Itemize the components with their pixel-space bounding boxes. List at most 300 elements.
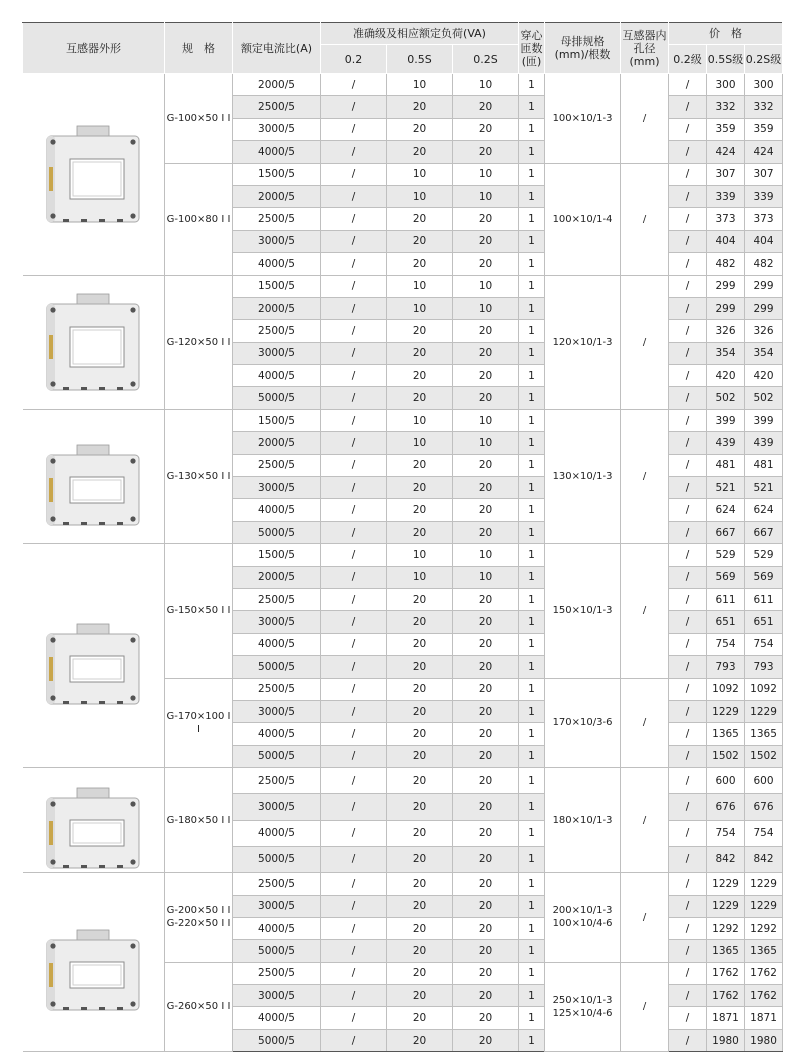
- header-acc-02s: 0.2S: [453, 45, 519, 74]
- load-0-2s: 20: [453, 768, 519, 794]
- header-price: 价 格: [669, 23, 783, 45]
- rated-current-ratio: 2000/5: [233, 185, 321, 207]
- price-0-5s: 1502: [707, 745, 745, 767]
- inner-hole: /: [621, 873, 669, 963]
- inner-hole: /: [621, 74, 669, 164]
- load-0-2: /: [321, 633, 387, 655]
- rated-current-ratio: 4000/5: [233, 141, 321, 163]
- price-0-2s: 676: [745, 794, 783, 820]
- load-0-5s: 20: [387, 454, 453, 476]
- price-0-2s: 600: [745, 768, 783, 794]
- product-image-cell: [23, 873, 165, 1052]
- turns-count: 1: [519, 588, 545, 610]
- price-0-2: /: [669, 678, 707, 700]
- price-0-2: /: [669, 477, 707, 499]
- turns-count: 1: [519, 745, 545, 767]
- rated-current-ratio: 2500/5: [233, 678, 321, 700]
- turns-count: 1: [519, 342, 545, 364]
- price-0-5s: 529: [707, 544, 745, 566]
- rated-current-ratio: 5000/5: [233, 940, 321, 962]
- inner-hole: /: [621, 275, 669, 409]
- load-0-5s: 20: [387, 253, 453, 275]
- load-0-2: /: [321, 846, 387, 872]
- load-0-2: /: [321, 1007, 387, 1029]
- model-spec: G-200×50 I I G-220×50 I I: [165, 873, 233, 963]
- load-0-2: /: [321, 917, 387, 939]
- header-ratio: 额定电流比(A): [233, 23, 321, 74]
- price-0-2: /: [669, 521, 707, 543]
- price-0-2: /: [669, 656, 707, 678]
- load-0-2s: 20: [453, 365, 519, 387]
- price-0-2: /: [669, 633, 707, 655]
- rated-current-ratio: 1500/5: [233, 409, 321, 431]
- load-0-2s: 20: [453, 320, 519, 342]
- price-0-2: /: [669, 230, 707, 252]
- turns-count: 1: [519, 499, 545, 521]
- header-price-02s: 0.2S级: [745, 45, 783, 74]
- load-0-2s: 10: [453, 163, 519, 185]
- turns-count: 1: [519, 365, 545, 387]
- price-0-2: /: [669, 873, 707, 895]
- price-0-5s: 326: [707, 320, 745, 342]
- price-0-2: /: [669, 163, 707, 185]
- load-0-2s: 10: [453, 566, 519, 588]
- header-acc-02: 0.2: [321, 45, 387, 74]
- load-0-2: /: [321, 230, 387, 252]
- turns-count: 1: [519, 656, 545, 678]
- load-0-2: /: [321, 253, 387, 275]
- load-0-2: /: [321, 118, 387, 140]
- load-0-2: /: [321, 74, 387, 96]
- price-0-5s: 651: [707, 611, 745, 633]
- turns-count: 1: [519, 678, 545, 700]
- price-0-2: /: [669, 962, 707, 984]
- turns-count: 1: [519, 185, 545, 207]
- load-0-2: /: [321, 723, 387, 745]
- load-0-5s: 20: [387, 1007, 453, 1029]
- load-0-2: /: [321, 940, 387, 962]
- product-image-cell: [23, 74, 165, 276]
- price-0-2s: 339: [745, 185, 783, 207]
- load-0-5s: 20: [387, 873, 453, 895]
- price-0-2: /: [669, 409, 707, 431]
- turns-count: 1: [519, 611, 545, 633]
- price-0-5s: 1871: [707, 1007, 745, 1029]
- price-0-5s: 676: [707, 794, 745, 820]
- price-0-5s: 754: [707, 820, 745, 846]
- price-0-2s: 521: [745, 477, 783, 499]
- price-0-2s: 1980: [745, 1029, 783, 1051]
- load-0-2: /: [321, 895, 387, 917]
- load-0-2s: 10: [453, 432, 519, 454]
- price-0-2: /: [669, 745, 707, 767]
- load-0-2s: 10: [453, 185, 519, 207]
- price-0-2s: 754: [745, 820, 783, 846]
- turns-count: 1: [519, 768, 545, 794]
- turns-count: 1: [519, 794, 545, 820]
- load-0-2s: 10: [453, 544, 519, 566]
- turns-count: 1: [519, 387, 545, 409]
- load-0-5s: 10: [387, 74, 453, 96]
- table-body: [23, 74, 783, 1052]
- price-0-2s: 299: [745, 275, 783, 297]
- load-0-2: /: [321, 985, 387, 1007]
- load-0-5s: 20: [387, 1029, 453, 1051]
- load-0-2s: 20: [453, 985, 519, 1007]
- load-0-2s: 20: [453, 521, 519, 543]
- price-0-5s: 359: [707, 118, 745, 140]
- price-0-2s: 1365: [745, 940, 783, 962]
- price-0-2: /: [669, 275, 707, 297]
- turns-count: 1: [519, 521, 545, 543]
- price-0-2s: 373: [745, 208, 783, 230]
- load-0-5s: 20: [387, 633, 453, 655]
- load-0-5s: 20: [387, 320, 453, 342]
- price-0-2: /: [669, 365, 707, 387]
- price-0-2: /: [669, 499, 707, 521]
- turns-count: 1: [519, 940, 545, 962]
- turns-count: 1: [519, 1007, 545, 1029]
- rated-current-ratio: 2500/5: [233, 96, 321, 118]
- turns-count: 1: [519, 320, 545, 342]
- load-0-2s: 20: [453, 208, 519, 230]
- price-0-2s: 359: [745, 118, 783, 140]
- turns-count: 1: [519, 477, 545, 499]
- model-spec: G-170×100 I I: [165, 678, 233, 768]
- model-spec: G-260×50 I I: [165, 962, 233, 1052]
- price-0-2s: 326: [745, 320, 783, 342]
- turns-count: 1: [519, 917, 545, 939]
- load-0-2s: 20: [453, 940, 519, 962]
- price-0-2s: 424: [745, 141, 783, 163]
- load-0-5s: 20: [387, 985, 453, 1007]
- load-0-2: /: [321, 1029, 387, 1051]
- load-0-5s: 20: [387, 521, 453, 543]
- busbar-spec: 130×10/1-3: [545, 409, 621, 543]
- rated-current-ratio: 3000/5: [233, 342, 321, 364]
- table-row: [23, 409, 783, 431]
- load-0-5s: 20: [387, 768, 453, 794]
- price-0-2: /: [669, 820, 707, 846]
- price-0-2s: 1092: [745, 678, 783, 700]
- price-0-5s: 1365: [707, 723, 745, 745]
- price-0-2: /: [669, 1007, 707, 1029]
- rated-current-ratio: 3000/5: [233, 985, 321, 1007]
- price-0-2s: 482: [745, 253, 783, 275]
- price-0-5s: 793: [707, 656, 745, 678]
- rated-current-ratio: 4000/5: [233, 723, 321, 745]
- load-0-2: /: [321, 141, 387, 163]
- price-0-2s: 502: [745, 387, 783, 409]
- rated-current-ratio: 5000/5: [233, 656, 321, 678]
- load-0-5s: 10: [387, 432, 453, 454]
- price-0-2s: 667: [745, 521, 783, 543]
- rated-current-ratio: 5000/5: [233, 521, 321, 543]
- rated-current-ratio: 2500/5: [233, 208, 321, 230]
- turns-count: 1: [519, 74, 545, 96]
- load-0-5s: 10: [387, 185, 453, 207]
- price-0-5s: 1980: [707, 1029, 745, 1051]
- load-0-2s: 10: [453, 409, 519, 431]
- price-0-2s: 793: [745, 656, 783, 678]
- price-0-5s: 754: [707, 633, 745, 655]
- price-0-2s: 1871: [745, 1007, 783, 1029]
- load-0-2: /: [321, 432, 387, 454]
- price-0-2s: 420: [745, 365, 783, 387]
- transformer-price-table: [22, 22, 783, 1052]
- price-0-2: /: [669, 297, 707, 319]
- price-0-2: /: [669, 917, 707, 939]
- price-0-5s: 424: [707, 141, 745, 163]
- load-0-5s: 10: [387, 409, 453, 431]
- inner-hole: /: [621, 768, 669, 873]
- load-0-2: /: [321, 745, 387, 767]
- turns-count: 1: [519, 297, 545, 319]
- price-0-2s: 354: [745, 342, 783, 364]
- load-0-2s: 20: [453, 917, 519, 939]
- product-image-cell: [23, 409, 165, 543]
- load-0-2: /: [321, 96, 387, 118]
- price-0-5s: 399: [707, 409, 745, 431]
- load-0-2: /: [321, 208, 387, 230]
- price-0-2: /: [669, 723, 707, 745]
- turns-count: 1: [519, 723, 545, 745]
- price-0-2s: 439: [745, 432, 783, 454]
- price-0-5s: 299: [707, 297, 745, 319]
- price-0-5s: 1229: [707, 873, 745, 895]
- turns-count: 1: [519, 566, 545, 588]
- rated-current-ratio: 4000/5: [233, 633, 321, 655]
- price-0-2s: 624: [745, 499, 783, 521]
- price-0-2s: 1229: [745, 895, 783, 917]
- model-spec: G-100×50 I I: [165, 74, 233, 164]
- load-0-2: /: [321, 962, 387, 984]
- header-price-05s: 0.5S级: [707, 45, 745, 74]
- price-0-2: /: [669, 208, 707, 230]
- load-0-5s: 20: [387, 723, 453, 745]
- load-0-5s: 10: [387, 297, 453, 319]
- table-header: [23, 23, 783, 74]
- header-shape: 互感器外形: [23, 23, 165, 74]
- load-0-5s: 20: [387, 230, 453, 252]
- load-0-2s: 20: [453, 454, 519, 476]
- turns-count: 1: [519, 96, 545, 118]
- load-0-2: /: [321, 342, 387, 364]
- price-0-5s: 339: [707, 185, 745, 207]
- load-0-2s: 20: [453, 656, 519, 678]
- header-busbar: 母排规格(mm)/根数: [545, 23, 621, 74]
- price-0-2: /: [669, 895, 707, 917]
- inner-hole: /: [621, 163, 669, 275]
- load-0-2s: 10: [453, 297, 519, 319]
- price-0-2: /: [669, 320, 707, 342]
- load-0-2: /: [321, 678, 387, 700]
- load-0-2: /: [321, 387, 387, 409]
- turns-count: 1: [519, 633, 545, 655]
- load-0-5s: 20: [387, 118, 453, 140]
- price-0-2s: 332: [745, 96, 783, 118]
- table-row: [23, 74, 783, 96]
- load-0-5s: 20: [387, 678, 453, 700]
- load-0-2: /: [321, 454, 387, 476]
- rated-current-ratio: 2000/5: [233, 74, 321, 96]
- rated-current-ratio: 3000/5: [233, 230, 321, 252]
- price-0-5s: 667: [707, 521, 745, 543]
- rated-current-ratio: 5000/5: [233, 846, 321, 872]
- rated-current-ratio: 4000/5: [233, 253, 321, 275]
- load-0-2s: 20: [453, 230, 519, 252]
- load-0-5s: 20: [387, 365, 453, 387]
- price-table-container: [22, 22, 782, 1052]
- load-0-2: /: [321, 566, 387, 588]
- table-row: [23, 873, 783, 895]
- price-0-2s: 611: [745, 588, 783, 610]
- price-0-2s: 299: [745, 297, 783, 319]
- load-0-2s: 20: [453, 477, 519, 499]
- price-0-2: /: [669, 1029, 707, 1051]
- busbar-spec: 120×10/1-3: [545, 275, 621, 409]
- price-0-2s: 404: [745, 230, 783, 252]
- price-0-5s: 600: [707, 768, 745, 794]
- load-0-2: /: [321, 768, 387, 794]
- price-0-5s: 1092: [707, 678, 745, 700]
- price-0-2: /: [669, 387, 707, 409]
- price-0-5s: 404: [707, 230, 745, 252]
- price-0-2: /: [669, 342, 707, 364]
- price-0-2: /: [669, 700, 707, 722]
- load-0-5s: 20: [387, 940, 453, 962]
- rated-current-ratio: 2500/5: [233, 454, 321, 476]
- table-row: [23, 544, 783, 566]
- rated-current-ratio: 2500/5: [233, 873, 321, 895]
- price-0-2s: 754: [745, 633, 783, 655]
- load-0-2: /: [321, 544, 387, 566]
- inner-hole: /: [621, 962, 669, 1052]
- rated-current-ratio: 5000/5: [233, 745, 321, 767]
- price-0-5s: 1365: [707, 940, 745, 962]
- price-0-5s: 439: [707, 432, 745, 454]
- load-0-5s: 20: [387, 477, 453, 499]
- turns-count: 1: [519, 985, 545, 1007]
- load-0-5s: 10: [387, 544, 453, 566]
- turns-count: 1: [519, 118, 545, 140]
- rated-current-ratio: 2000/5: [233, 297, 321, 319]
- load-0-2s: 20: [453, 700, 519, 722]
- current-transformer-icon: [33, 768, 153, 872]
- load-0-2s: 20: [453, 499, 519, 521]
- load-0-5s: 20: [387, 96, 453, 118]
- rated-current-ratio: 2500/5: [233, 320, 321, 342]
- price-0-5s: 624: [707, 499, 745, 521]
- turns-count: 1: [519, 1029, 545, 1051]
- load-0-2s: 20: [453, 253, 519, 275]
- model-spec: G-130×50 I I: [165, 409, 233, 543]
- load-0-2: /: [321, 521, 387, 543]
- turns-count: 1: [519, 895, 545, 917]
- load-0-2s: 20: [453, 820, 519, 846]
- load-0-5s: 20: [387, 656, 453, 678]
- rated-current-ratio: 3000/5: [233, 477, 321, 499]
- current-transformer-icon: [33, 604, 153, 708]
- header-hole: 互感器内孔径(mm): [621, 23, 669, 74]
- load-0-5s: 20: [387, 588, 453, 610]
- price-0-2: /: [669, 118, 707, 140]
- load-0-5s: 20: [387, 499, 453, 521]
- price-0-5s: 502: [707, 387, 745, 409]
- price-0-2s: 1762: [745, 985, 783, 1007]
- price-0-2s: 651: [745, 611, 783, 633]
- rated-current-ratio: 1500/5: [233, 163, 321, 185]
- turns-count: 1: [519, 820, 545, 846]
- load-0-2: /: [321, 794, 387, 820]
- price-0-2: /: [669, 253, 707, 275]
- load-0-2s: 20: [453, 723, 519, 745]
- load-0-5s: 10: [387, 163, 453, 185]
- current-transformer-icon: [33, 122, 153, 226]
- turns-count: 1: [519, 544, 545, 566]
- model-spec: G-120×50 I I: [165, 275, 233, 409]
- load-0-5s: 20: [387, 962, 453, 984]
- price-0-2: /: [669, 985, 707, 1007]
- load-0-5s: 10: [387, 275, 453, 297]
- turns-count: 1: [519, 432, 545, 454]
- load-0-2: /: [321, 163, 387, 185]
- load-0-2: /: [321, 820, 387, 846]
- price-0-2: /: [669, 185, 707, 207]
- price-0-5s: 569: [707, 566, 745, 588]
- busbar-spec: 100×10/1-3: [545, 74, 621, 164]
- rated-current-ratio: 4000/5: [233, 365, 321, 387]
- rated-current-ratio: 3000/5: [233, 895, 321, 917]
- price-0-2s: 481: [745, 454, 783, 476]
- busbar-spec: 200×10/1-3 100×10/4-6: [545, 873, 621, 963]
- busbar-spec: 180×10/1-3: [545, 768, 621, 873]
- price-0-5s: 1292: [707, 917, 745, 939]
- load-0-2s: 20: [453, 118, 519, 140]
- rated-current-ratio: 2500/5: [233, 962, 321, 984]
- load-0-5s: 20: [387, 917, 453, 939]
- price-0-2: /: [669, 432, 707, 454]
- load-0-2s: 20: [453, 745, 519, 767]
- turns-count: 1: [519, 454, 545, 476]
- rated-current-ratio: 4000/5: [233, 917, 321, 939]
- load-0-2s: 20: [453, 678, 519, 700]
- table-row: [23, 768, 783, 794]
- load-0-2s: 20: [453, 633, 519, 655]
- price-0-5s: 521: [707, 477, 745, 499]
- turns-count: 1: [519, 846, 545, 872]
- price-0-2s: 1762: [745, 962, 783, 984]
- load-0-5s: 20: [387, 611, 453, 633]
- current-transformer-icon: [33, 425, 153, 529]
- turns-count: 1: [519, 163, 545, 185]
- busbar-spec: 250×10/1-3 125×10/4-6: [545, 962, 621, 1052]
- load-0-2s: 20: [453, 895, 519, 917]
- rated-current-ratio: 1500/5: [233, 544, 321, 566]
- rated-current-ratio: 2000/5: [233, 432, 321, 454]
- price-0-5s: 300: [707, 74, 745, 96]
- price-0-2: /: [669, 588, 707, 610]
- price-0-5s: 1762: [707, 962, 745, 984]
- price-0-5s: 1229: [707, 700, 745, 722]
- product-image-cell: [23, 275, 165, 409]
- load-0-2s: 20: [453, 846, 519, 872]
- load-0-2: /: [321, 409, 387, 431]
- load-0-2: /: [321, 499, 387, 521]
- rated-current-ratio: 1500/5: [233, 275, 321, 297]
- load-0-2: /: [321, 297, 387, 319]
- load-0-2: /: [321, 185, 387, 207]
